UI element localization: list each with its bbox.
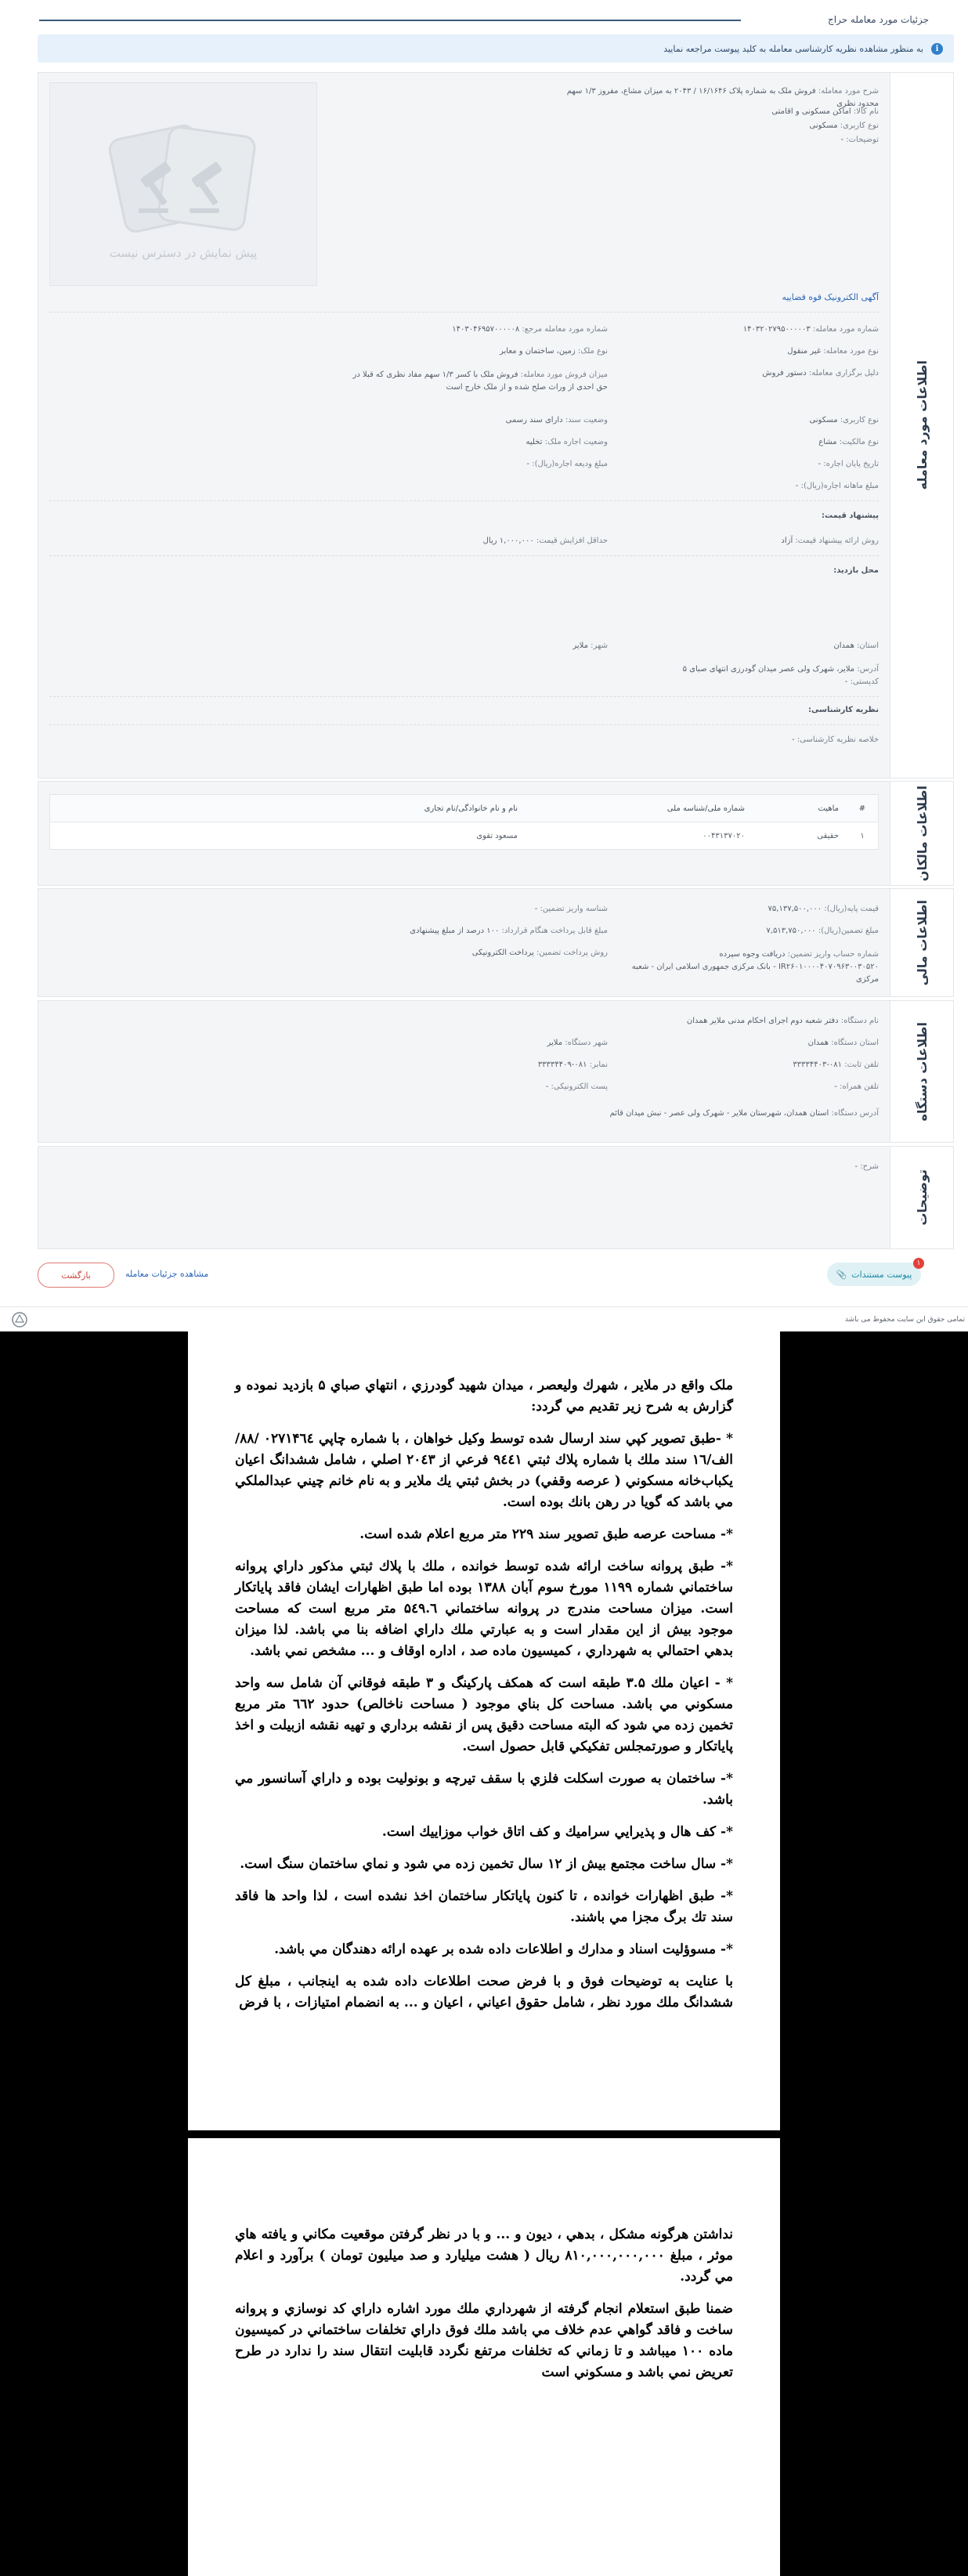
field-deal-number xyxy=(743,325,879,334)
field-label: مبلغ ودیعه اجاره(ریال): xyxy=(532,460,608,468)
table-cell: ۰۰۴۳۱۳۷۰۲۰ xyxy=(703,831,745,840)
field-value: ۷۵,۱۳۷,۵۰۰,۰۰۰ xyxy=(768,905,822,913)
field-label: شماره حساب واریز تضمین: xyxy=(787,950,879,959)
field-device-phone xyxy=(793,1060,879,1069)
field-label: استان: xyxy=(857,641,879,650)
field-value: مسکونی xyxy=(809,416,838,425)
document-paragraph: *- طبق پروانه ساخت ارائه شده توسط خوانده ، ملك با پلاك ثبتي مذكور داراي پروانه ساختماني شماره ۱۱۹۹ مورخ سوم آبان ۱۳۸۸ بوده اما طبق اظهارات ايشان فاقد پاياتكار است. ميزان مساحت مندرج در پروانه ساختماني ۵٤۹.٦ متر مربع است كه مساحت موجود بيش از اين مقدار است و به عبارتي ملك داراي اضافه بنا مي باشد. لذا ميزان بدهي احتمالي به شهرداري ، كميسيون ماده صد ، اداره اوقاف و ... مشخص نمي باشد. xyxy=(235,1559,734,1659)
field-value: - xyxy=(795,482,799,490)
finance-card xyxy=(38,888,954,997)
table-cell: ۱ xyxy=(860,831,865,840)
field-min-increase xyxy=(483,537,608,545)
owners-body xyxy=(38,782,890,885)
field-label: آدرس دستگاه: xyxy=(831,1109,879,1118)
table-cell: حقیقی xyxy=(817,831,839,840)
expert-report-document xyxy=(0,1331,968,2576)
field-value: غیر منقول xyxy=(787,347,822,356)
divider xyxy=(49,724,879,725)
field-label: استان دستگاه: xyxy=(831,1039,879,1047)
field-value: ملایر xyxy=(572,641,588,650)
field-offer-method xyxy=(781,537,879,545)
field-label: شماره مورد معامله مرجع: xyxy=(522,325,608,334)
preview-caption: پیش نمایش در دسترس نیست xyxy=(109,246,258,260)
field-value: - xyxy=(534,905,538,913)
field-value: ۱۰۰ درصد از مبلغ پیشنهادی xyxy=(410,927,500,935)
paperclip-icon: 📎 xyxy=(836,1269,847,1280)
field-guarantee-id xyxy=(535,905,608,913)
document-paragraph: *- مساحت عرصه طبق تصوير سند ۲۲۹ متر مربع اعلام شده است. xyxy=(359,1526,733,1542)
field-city xyxy=(572,641,608,650)
deal-notes-value: - xyxy=(840,135,844,144)
document-paragraph: ملک واقع در ملاير ، شهرك وليعصر ، ميدان شهيد گودرزي ، انتهاي صباي ۵ بازديد نموده و گزارش به شرح زير تقديم مي گردد: xyxy=(235,1378,733,1414)
field-label: آدرس: xyxy=(857,665,879,674)
field-sale-amount xyxy=(349,369,608,394)
field-device-fax xyxy=(538,1060,608,1069)
field-deal-type xyxy=(787,347,879,356)
field-device-name xyxy=(687,1017,879,1025)
field-label: حداقل افزایش قیمت: xyxy=(536,537,608,545)
field-sale-reason xyxy=(762,369,879,378)
field-value: آزاد xyxy=(781,537,793,545)
field-ref-number xyxy=(452,325,608,334)
judiciary-ad-link[interactable]: آگهی الکترونیک قوه قضاییه xyxy=(782,292,879,302)
field-label: مبلغ قابل پرداخت هنگام قرارداد: xyxy=(501,927,608,935)
document-paragraph: * - اعيان ملك ۳.۵ طبقه است كه همكف پاركينگ و ۳ طبقه فوقاني آن شامل سه واحد مسكوني مي باشد. مساحت كل بناي موجود ( مساحت ناخالص) حدود ٦٦۲ متر مربع تخمين زده مي شود كه البته مساحت دقيق پس از نقشه برداري و تهيه نقشه ازبيلت و اخذ پاياتكار و صورتمجلس تفكيكي قابل حصول است. xyxy=(235,1675,734,1754)
back-button[interactable]: بازگشت xyxy=(38,1263,114,1288)
device-card xyxy=(38,1000,954,1143)
field-label: روش ارائه پیشنهاد قیمت: xyxy=(795,537,879,545)
field-value: دارای سند رسمی xyxy=(505,416,563,425)
deal-goods-name-value: اماکن مسکونی و اقامتی xyxy=(771,107,851,116)
document-paragraph: *- مسوؤليت اسناد و مدارك و اطلاعات داده شده بر عهده ارائه دهندگان مي باشد. xyxy=(274,1942,733,1957)
owners-sidebar xyxy=(890,782,953,885)
header-divider xyxy=(39,20,741,21)
notes-card xyxy=(38,1146,954,1249)
page-title: جزئیات مورد معامله حراج xyxy=(828,14,929,25)
field-rent-end-date xyxy=(818,460,880,468)
attachments-button-label: پیوست مستندات xyxy=(851,1269,912,1280)
notes-body xyxy=(38,1147,890,1248)
document-paragraph: *- سال ساخت مجتمع بيش از ۱۲ سال تخمين زده مي شود و نماي ساختمان سنگ است. xyxy=(240,1856,733,1872)
field-visit-location xyxy=(833,566,879,575)
field-device-province xyxy=(808,1039,879,1047)
field-value: ۱,۰۰۰,۰۰۰ ریال xyxy=(482,537,534,545)
document-paragraph: *- كف هال و پذيرايي سراميك و كف اتاق خواب موزاييك است. xyxy=(381,1824,733,1840)
field-value: - xyxy=(854,1162,858,1171)
document-paragraph: *- ساختمان به صورت اسكلت فلزي با سقف تيرچه و بونوليت بوده و داراي آسانسور مي باشد. xyxy=(235,1771,733,1808)
document-paragraph: با عنايت به توضيحات فوق و با فرض صحت اطلاعات داده شده به اينجانب ، مبلغ كل ششدانگ ملك مورد نظر ، شامل حقوق اعياني ، اعيان و ... به انضمام امتيازات ، با فرض xyxy=(235,1974,733,2011)
field-value: - xyxy=(545,1082,549,1091)
document-paragraph: ضمنا طبق استعلام انجام گرفته از شهرداري ملك مورد اشاره داراي كد نوسازي و پروانه ساخت و فاقد گواهي عدم خلاف مي باشد ملك فوق داراي تخلفات ساختماني در كميسيون ماده ۱۰۰ ميباشد و تا زماني كه تخلفات مرتفع نگردد قابليت انتقال سند را ندارد در طرح تعريض نمي باشد و مسكوني است xyxy=(235,2301,733,2380)
field-address xyxy=(683,665,879,674)
field-device-city xyxy=(547,1039,608,1047)
field-label: شهر دستگاه: xyxy=(565,1039,608,1047)
field-opinion-summary xyxy=(792,735,879,744)
field-monthly-rent xyxy=(796,482,879,490)
deal-info-card xyxy=(38,72,954,779)
column-header: ماهیت xyxy=(818,804,839,813)
field-deposit xyxy=(526,460,608,468)
field-contract-payment xyxy=(410,927,608,935)
field-value: ۱۴۰۳۰۴۶۹۵۷۰۰۰۰۰۸ xyxy=(452,325,520,334)
field-province xyxy=(833,641,879,650)
deal-info-section-title: اطلاعات مورد معامله xyxy=(914,360,930,490)
field-value: پرداخت الکترونیکی xyxy=(471,948,534,957)
field-value: تخلیه xyxy=(526,438,543,446)
divider xyxy=(49,696,879,697)
deal-info-body xyxy=(38,73,890,778)
finance-section-title: اطلاعات مالی xyxy=(914,899,930,986)
field-rent-status xyxy=(526,438,608,446)
field-label: شرح: xyxy=(860,1162,879,1171)
info-icon: i xyxy=(931,43,943,55)
field-label: تاریخ پایان اجاره: xyxy=(823,460,879,468)
field-value: ۱۴۰۳۲۰۲۷۹۵۰۰۰۰۰۳ xyxy=(742,325,811,334)
footer-divider xyxy=(0,1306,968,1307)
field-label: وضعیت سند: xyxy=(565,416,608,425)
table-cell: مسعود تقوی xyxy=(476,831,518,840)
field-label: روش پرداخت تضمین: xyxy=(536,948,608,957)
field-value: همدان xyxy=(833,641,854,650)
field-device-mobile xyxy=(834,1082,879,1091)
emblem-icon xyxy=(11,1311,28,1328)
field-guarantee-method xyxy=(472,948,608,957)
field-label: مبلغ ماهانه اجاره(ریال): xyxy=(800,482,879,490)
field-value: - xyxy=(844,677,848,686)
field-device-address xyxy=(610,1109,879,1118)
field-value: ۰۸۱-۳۳۳۳۴۴۰۳ xyxy=(793,1060,843,1069)
deal-usage-label: نوع کاربری: xyxy=(840,121,879,130)
field-notes xyxy=(854,1162,879,1171)
field-ownership-type xyxy=(818,438,879,446)
view-details-link[interactable]: مشاهده جزئیات معامله xyxy=(125,1269,209,1279)
field-label: نظریه کارشناسی: xyxy=(808,706,879,714)
document-paragraph: نداشتن هرگونه مشكل ، بدهي ، ديون و ... و با در نظر گرفتن موقعيت مكاني و يافته هاي موثر ، مبلغ ۸۱۰,۰۰۰,۰۰۰,۰۰۰ ريال ( هشت ميليارد و صد ميليون تومان ) برآورد و اعلام مي گردد. xyxy=(235,2227,733,2285)
field-expert-opinion xyxy=(808,706,879,714)
document-page-1 xyxy=(188,1331,780,2130)
field-value: زمین، ساختمان و معابر xyxy=(499,347,576,356)
gavel-icon xyxy=(101,108,265,241)
attachments-button[interactable] xyxy=(827,1259,921,1286)
field-value: ملایر xyxy=(547,1039,563,1047)
attachment-notice-text: به منظور مشاهده نظریه کارشناسی معامله به کلید پیوست مراجعه نمایید xyxy=(663,43,923,54)
document-paragraph: *- طبق اظهارات خوانده ، تا كنون پاياتكار ساختمان اخذ نشده است ، لذا واحد ها فاقد سند تك برگ مجزا مي باشند. xyxy=(235,1888,733,1925)
field-device-email xyxy=(546,1082,608,1091)
device-section-title: اطلاعات دستگاه xyxy=(914,1021,930,1122)
field-value: - xyxy=(526,460,530,468)
field-guarantee-amount xyxy=(766,927,879,935)
divider xyxy=(49,312,879,313)
table-row xyxy=(49,822,879,850)
field-base-price xyxy=(768,905,879,913)
field-label: پیشنهاد قیمت: xyxy=(822,511,879,520)
divider xyxy=(49,500,879,501)
field-label: محل بازدید: xyxy=(833,566,879,575)
document-paragraph: * -طبق تصوير كپي سند ارسال شده توسط وكيل خواهان ، با شماره چاپي ۰۲۷۱۴٦٤ /۸۸/الف/۱٦ سند ملك با شماره پلاك ثبتي ۹٤٤۱ فرعي از ۲۰٤۳ اصلي ، شامل ششدانگ اعيان يكباب‌خانه مسكوني ( عرصه وقفي) در بخش ثبتي يك ملاير و به نام خانم چيني عبدالملكي مي باشد كه گويا در رهن بانك بوده است. xyxy=(235,1431,733,1510)
field-postal-code xyxy=(845,677,879,686)
field-label: وضعیت اجاره ملک: xyxy=(544,438,608,446)
field-value: فروش ملک با کسر ۱/۳ سهم مفاد نظری که قبلا در حق احدی از وراث صلح شده و از ملک خارج است xyxy=(352,370,608,392)
field-value: استان همدان، شهرستان ملایر - شهرک ولی عصر - نبش میدان قائم xyxy=(609,1109,829,1118)
field-label: نام دستگاه: xyxy=(840,1017,879,1025)
field-value: مشاع xyxy=(818,438,837,446)
field-label: مبلغ تضمین(ریال): xyxy=(818,927,879,935)
field-label: کدپستی: xyxy=(850,677,879,686)
column-header: نام و نام خانوادگی/نام تجاری xyxy=(424,804,518,813)
deal-description-label: شرح مورد معامله: xyxy=(818,87,879,96)
field-value: - xyxy=(818,460,822,468)
field-value: همدان xyxy=(807,1039,829,1047)
divider xyxy=(49,555,879,556)
document-page-2 xyxy=(188,2138,780,2576)
finance-body xyxy=(38,889,890,996)
device-body xyxy=(38,1001,890,1142)
field-guarantee-account xyxy=(628,948,879,986)
finance-sidebar xyxy=(890,889,953,996)
field-label: نوع کاربری: xyxy=(840,416,879,425)
field-label: تلفن همراه: xyxy=(840,1082,879,1091)
field-label: نمابر: xyxy=(589,1060,608,1069)
notes-section-title: توضیحات xyxy=(914,1169,930,1226)
deal-info-sidebar xyxy=(890,73,953,778)
owners-table xyxy=(49,794,879,850)
field-value: ۰۸۱-۳۳۳۳۴۴۰۹ xyxy=(537,1060,587,1069)
deal-description-value: فروش ملک به شماره پلاک ۱۶/۱۶۴۶ / ۲۰۴۳ به میزان مشاع، مفروز ۱/۳ سهم محدود نظری xyxy=(566,87,879,108)
field-label: نوع مورد معامله: xyxy=(823,347,879,356)
field-label: شناسه واریز تضمین: xyxy=(540,905,608,913)
field-usage xyxy=(809,416,879,425)
field-value: ملایر، شهرک ولی عصر میدان گودرزی انتهای صبای ۵ xyxy=(682,665,855,674)
field-label: خلاصه نظریه کارشناسی: xyxy=(796,735,879,744)
field-property-type xyxy=(500,347,608,356)
field-price-offer xyxy=(822,511,879,520)
attachments-count-badge: ۱ xyxy=(913,1258,924,1269)
attachment-notice xyxy=(38,34,954,63)
field-label: پست الکترونیکی: xyxy=(551,1082,608,1091)
owners-section-title: اطلاعات مالکان xyxy=(914,785,930,882)
field-value: دفتر شعبه دوم اجرای احکام مدنی ملایر همدان xyxy=(686,1017,839,1025)
device-sidebar xyxy=(890,1001,953,1142)
image-preview xyxy=(49,82,317,286)
field-label: قیمت پایه(ریال): xyxy=(824,905,879,913)
field-label: تلفن ثابت: xyxy=(844,1060,879,1069)
field-label: میزان فروش مورد معامله: xyxy=(520,370,608,379)
field-value: دریافت وجوه سپرده IR۲۶۰۱۰۰۰۰۴۰۷۰۹۶۳۰۰۳۰۵۲۰ - بانک مرکزی جمهوری اسلامی ایران - شعبه مرکزی xyxy=(631,950,879,984)
field-label: نوع مالکیت: xyxy=(839,438,879,446)
column-header: شماره ملی/شناسه ملی xyxy=(666,804,745,813)
owners-card xyxy=(38,781,954,886)
deal-goods-name-label: نام کالا: xyxy=(853,107,879,116)
deal-notes xyxy=(840,135,879,144)
footer-copyright: تمامی حقوق این سایت محفوظ می باشد xyxy=(844,1316,965,1324)
deal-usage xyxy=(809,121,879,130)
owners-table-header xyxy=(49,794,879,822)
field-value: دستور فروش xyxy=(762,369,807,378)
field-value: ۷,۵۱۳,۷۵۰,۰۰۰ xyxy=(766,927,816,935)
deal-notes-label: توضیحات: xyxy=(846,135,879,144)
field-label: شهر: xyxy=(591,641,608,650)
deal-usage-value: مسکونی xyxy=(809,121,838,130)
field-value: - xyxy=(792,735,795,744)
notes-sidebar xyxy=(890,1147,953,1248)
field-label: شماره مورد معامله: xyxy=(812,325,879,334)
deal-goods-name xyxy=(771,107,879,116)
field-deed-status xyxy=(506,416,608,425)
field-label: نوع ملک: xyxy=(577,347,608,356)
column-header: # xyxy=(858,804,866,813)
field-label: دلیل برگزاری معامله: xyxy=(808,369,879,378)
field-value: - xyxy=(834,1082,837,1091)
